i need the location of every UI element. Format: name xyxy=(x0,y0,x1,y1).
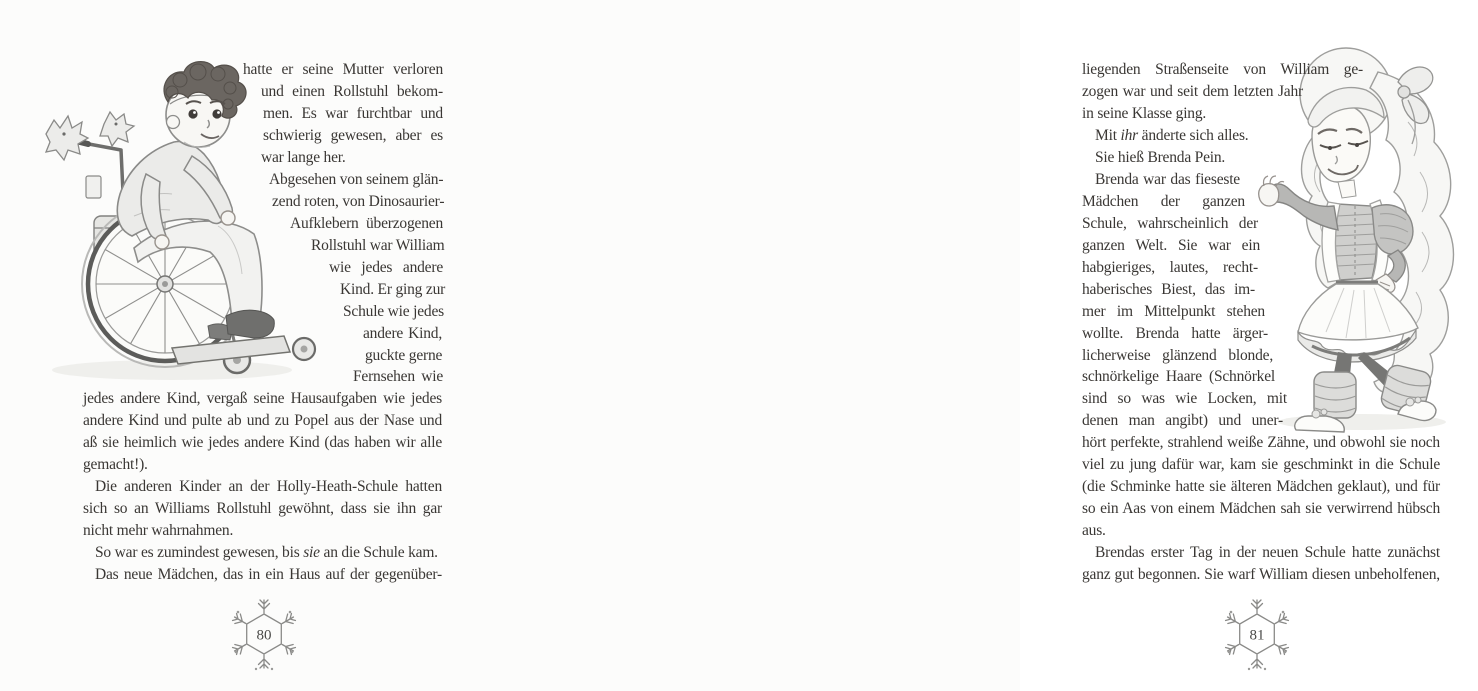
text-line: haberisches Biest, das im- xyxy=(1082,281,1255,298)
text-line: Schule wie jedes xyxy=(343,303,444,320)
text-line: wollte. Brenda hatte ärger- xyxy=(1082,325,1268,342)
text-line: Aufklebern überzogenen xyxy=(290,215,443,232)
text-line: Mit ihr änderte sich alles. xyxy=(1095,127,1249,144)
text-line: viel zu jung dafür war, kam sie geschminkt in die Schule xyxy=(1082,456,1440,473)
text-line: licherweise glänzend blonde, xyxy=(1082,347,1273,364)
text-line: guckte gerne xyxy=(365,347,443,364)
page-right xyxy=(510,0,1440,691)
right-page-number: 81 xyxy=(1249,627,1265,644)
text-line: Fernsehen wie xyxy=(353,368,443,385)
left-page-number: 80 xyxy=(256,627,272,644)
text-line: men. Es war furchtbar und xyxy=(263,105,443,122)
dinosaur-toy-icon xyxy=(100,112,134,146)
text-line: Die anderen Kinder an der Holly-Heath-Schule hatten xyxy=(95,478,442,495)
text-line: schwierig gewesen, aber es xyxy=(263,127,443,144)
text-line: liegenden Straßenseite von William ge- xyxy=(1082,61,1363,78)
text-line: Das neue Mädchen, das in ein Haus auf der gegenüber- xyxy=(95,566,442,583)
text-line: andere Kind, xyxy=(363,325,442,342)
text-line: habgieriges, lautes, recht- xyxy=(1082,259,1258,276)
text-line: aß sie heimlich wie jedes andere Kind (das haben wir alle xyxy=(83,434,442,451)
text-line: zend roten, von Dinosaurier- xyxy=(272,193,445,210)
text-line: so ein Aas von einem Mädchen sah sie verwirrend hübsch xyxy=(1082,500,1440,517)
text-line: mer im Mittelpunkt stehen xyxy=(1082,303,1265,320)
text-line: hört perfekte, strahlend weiße Zähne, und obwohl sie noch xyxy=(1082,434,1440,451)
text-line: aus. xyxy=(1082,522,1106,539)
text-line: ganz gut begonnen. Sie warf William diesen unbeholfenen, xyxy=(1082,566,1440,583)
text-line: wie jedes andere xyxy=(329,259,443,276)
text-line: Brendas erster Tag in der neuen Schule hatte zunächst xyxy=(1095,544,1440,561)
text-line: ganzen Welt. Sie war ein xyxy=(1082,237,1260,254)
text-line: zogen war und seit dem letzten Jahr xyxy=(1082,83,1303,100)
text-line: war lange her. xyxy=(261,149,346,166)
snowflake-page-ornament xyxy=(228,596,300,674)
text-line: gemacht!). xyxy=(83,456,148,473)
text-line: Brenda war das fieseste xyxy=(1095,171,1240,188)
text-line: sind so was wie Locken, mit xyxy=(1082,390,1287,407)
text-line: Abgesehen von seinem glän- xyxy=(269,171,444,188)
text-line: schnörkelige Haare (Schnörkel xyxy=(1082,368,1275,385)
text-line: hatte er seine Mutter verloren xyxy=(243,61,443,78)
dinosaur-toy-icon xyxy=(46,116,88,160)
snowflake-page-ornament xyxy=(1221,596,1293,674)
text-line: (die Schminke hatte sie älteren Mädchen geklaut), und für xyxy=(1082,478,1440,495)
text-line: Kind. Er ging zur xyxy=(340,281,446,298)
text-line: nicht mehr wahrnahmen. xyxy=(83,522,234,539)
text-line: jedes andere Kind, vergaß seine Hausaufgaben wie jedes xyxy=(83,390,442,407)
text-line: Schule, wahrscheinlich der xyxy=(1082,215,1258,232)
text-line: sich so an Williams Rollstuhl gewöhnt, dass sie ihn gar xyxy=(83,500,442,517)
page-left xyxy=(0,0,510,691)
text-line: und einen Rollstuhl bekom- xyxy=(261,83,443,100)
text-line: in seine Klasse ging. xyxy=(1082,105,1207,122)
text-line: Mädchen der ganzen xyxy=(1082,193,1245,210)
text-line: denen man angibt) und uner- xyxy=(1082,412,1283,429)
text-line: andere Kind und pulte ab und zu Popel aus der Nase und xyxy=(83,412,442,429)
text-line: So war es zumindest gewesen, bis sie an die Schule kam. xyxy=(95,544,438,561)
text-line: Rollstuhl war William xyxy=(311,237,445,254)
text-line: Sie hieß Brenda Pein. xyxy=(1095,149,1226,166)
